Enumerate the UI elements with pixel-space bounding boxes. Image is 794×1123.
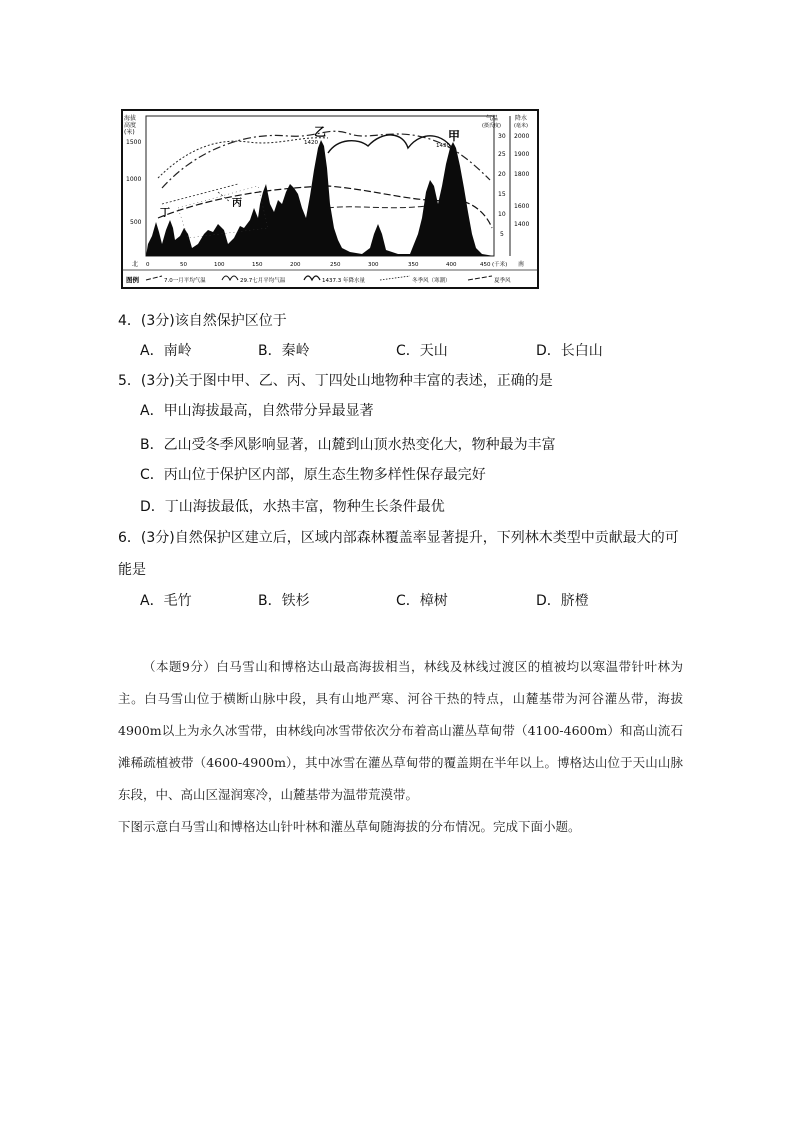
x-unit: (千米) bbox=[492, 262, 508, 268]
temp-tick-25: 25 bbox=[498, 151, 506, 158]
x-tick-100: 100 bbox=[214, 262, 225, 268]
q5-option-a[interactable]: A．甲山海拔最高，自然带分异最显著 bbox=[140, 403, 374, 419]
x-tick-50: 50 bbox=[180, 262, 187, 268]
precip-tick-1900: 1900 bbox=[514, 151, 530, 158]
x-dir-south: 南 bbox=[518, 261, 525, 268]
q6-option-c[interactable]: C．樟树 bbox=[396, 593, 448, 609]
legend-jan-temp: 7.0一月平均气温 bbox=[164, 278, 206, 284]
temp-tick-30: 30 bbox=[498, 133, 506, 140]
temp-tick-15: 15 bbox=[498, 191, 506, 198]
temp-axis-title-2: (摄氏度) bbox=[482, 123, 501, 129]
q5-option-b[interactable]: B．乙山受冬季风影响显著，山麓到山顶水热变化大，物种最为丰富 bbox=[140, 437, 556, 453]
left-tick-500: 500 bbox=[130, 219, 142, 226]
left-tick-1500: 1500 bbox=[126, 139, 142, 146]
q4-option-a[interactable]: A．南岭 bbox=[140, 343, 192, 359]
x-tick-250: 250 bbox=[330, 262, 341, 268]
x-tick-450: 450 bbox=[480, 262, 491, 268]
x-tick-0: 0 bbox=[146, 262, 150, 268]
legend-title: 图例 bbox=[126, 276, 139, 284]
q4-option-b[interactable]: B．秦岭 bbox=[258, 343, 310, 359]
left-axis-title-2: 高度 bbox=[124, 122, 137, 129]
profile-svg bbox=[118, 108, 542, 292]
left-axis-title-1: 海拔 bbox=[124, 115, 137, 122]
q5-option-d[interactable]: D．丁山海拔最低，水热丰富，物种生长条件最优 bbox=[140, 499, 445, 515]
q6-option-d[interactable]: D．脐橙 bbox=[536, 593, 589, 609]
q6-option-b[interactable]: B．铁杉 bbox=[258, 593, 310, 609]
x-tick-300: 300 bbox=[368, 262, 379, 268]
x-dir-north: 北 bbox=[132, 261, 139, 268]
peak-jia-altitude: 1430 bbox=[436, 143, 450, 149]
legend-july-temp: 29.7七月平均气温 bbox=[240, 278, 286, 284]
legend-summer-wind: 夏季风 bbox=[494, 278, 511, 284]
peak-jia-label: 甲 bbox=[448, 129, 461, 143]
left-tick-1000: 1000 bbox=[126, 176, 142, 183]
temp-tick-20: 20 bbox=[498, 171, 506, 178]
precip-tick-1400: 1400 bbox=[514, 221, 530, 228]
q5-option-c[interactable]: C．丙山位于保护区内部，原生态生物多样性保存最完好 bbox=[140, 467, 486, 483]
legend-winter-wind: 冬季风（寒潮） bbox=[412, 278, 451, 284]
left-axis-title-3: (米) bbox=[124, 129, 135, 136]
temp-tick-10: 10 bbox=[498, 211, 506, 218]
peak-yi-label: 乙 bbox=[314, 125, 327, 139]
peak-bing-label: 丙 bbox=[232, 198, 242, 209]
q6-stem-line1: 6．(3分)自然保护区建立后，区域内部森林覆盖率显著提升，下列林木类型中贡献最大的可 bbox=[118, 530, 679, 546]
temp-tick-5: 5 bbox=[500, 231, 504, 238]
legend-precip: 1437.3 年降水量 bbox=[322, 278, 365, 284]
q6-stem-line2: 能是 bbox=[118, 562, 146, 578]
passage-paragraph: （本题9分）白马雪山和博格达山最高海拔相当，林线及林线过渡区的植被均以寒温带针叶林为主。白马雪山位于横断山脉中段，具有山地严寒、河谷干热的特点，山麓基带为河谷灌丛带，海拔4900m以上为永久冰雪带，由林线向冰雪带依次分布着高山灌丛草甸带（4100-4600m）和高山流石滩稀疏植被带（4600-4900m），其中冰雪在灌丛草甸带的覆盖期在半年以上。博格达山位于天山山脉东段，中、高山区湿润寒冷，山麓基带为温带荒漠带。 bbox=[118, 659, 683, 802]
q6-option-a[interactable]: A．毛竹 bbox=[140, 593, 192, 609]
q5-stem: 5．(3分)关于图中甲、乙、丙、丁四处山地物种丰富的表述，正确的是 bbox=[118, 373, 553, 389]
x-tick-150: 150 bbox=[252, 262, 263, 268]
precip-axis-title-2: (毫米) bbox=[514, 123, 528, 129]
x-tick-350: 350 bbox=[408, 262, 419, 268]
q4-stem: 4．(3分)该自然保护区位于 bbox=[118, 313, 287, 329]
peak-ding-label: 丁 bbox=[160, 208, 170, 219]
precip-tick-1800: 1800 bbox=[514, 171, 530, 178]
peak-yi-altitude: 1420 bbox=[304, 140, 318, 146]
x-tick-400: 400 bbox=[446, 262, 457, 268]
climate-profile-figure bbox=[118, 108, 542, 292]
reading-passage bbox=[118, 651, 683, 843]
q4-option-c[interactable]: C．天山 bbox=[396, 343, 448, 359]
precip-tick-1600: 1600 bbox=[514, 203, 530, 210]
precip-axis-title-1: 降水 bbox=[515, 115, 528, 122]
precip-tick-2000: 2000 bbox=[514, 133, 530, 140]
passage-instruction: 下图示意白马雪山和博格达山针叶林和灌丛草甸随海拔的分布情况。完成下面小题。 bbox=[118, 819, 581, 834]
q4-option-d[interactable]: D．长白山 bbox=[536, 343, 603, 359]
x-tick-200: 200 bbox=[290, 262, 301, 268]
temp-axis-title-1: 气温 bbox=[486, 115, 499, 122]
